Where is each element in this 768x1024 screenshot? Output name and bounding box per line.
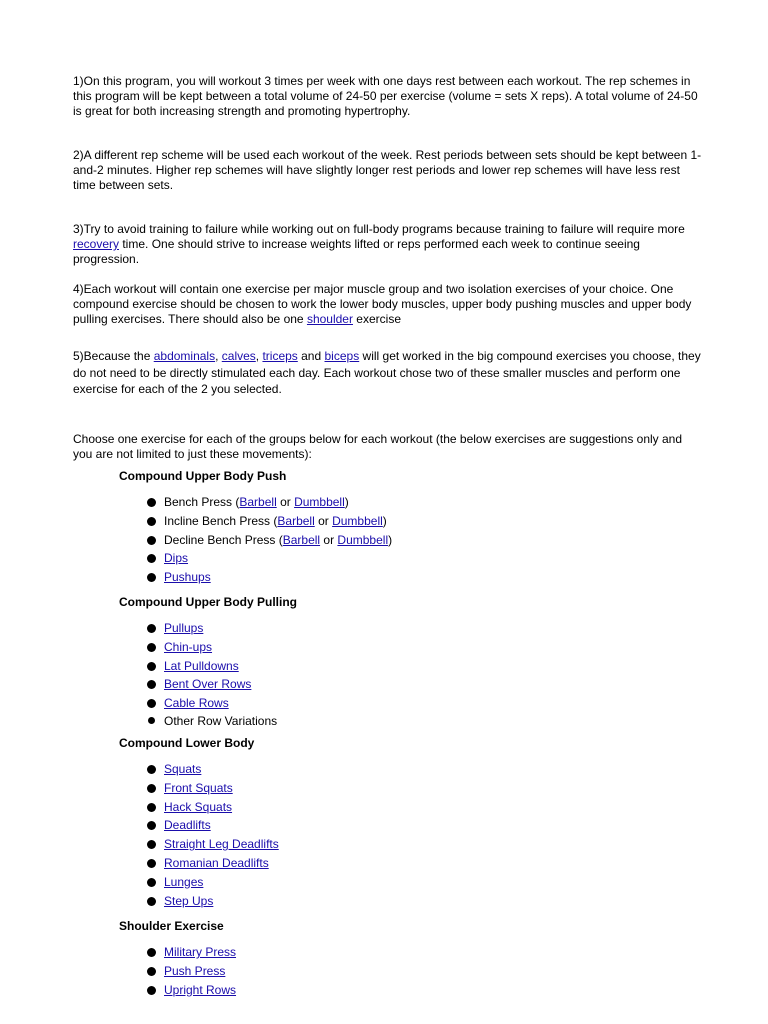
paragraph-5-text-b: will get worked in the big compound exercises you choose, they do not need to be directly stimulated each day. Each workout chose two of these smaller muscles and perform one exercise for each of the 2 you selected. bbox=[73, 349, 701, 396]
list-item-incline-bench-press bbox=[147, 512, 392, 531]
triceps-link[interactable]: triceps bbox=[262, 349, 298, 363]
push-press-link[interactable]: Push Press bbox=[164, 963, 226, 978]
upright-rows-link[interactable]: Upright Rows bbox=[164, 982, 237, 997]
bullet-icon bbox=[147, 878, 156, 887]
shoulder-list bbox=[147, 943, 236, 999]
lower-heading: Compound Lower Body bbox=[119, 736, 255, 750]
pull-heading: Compound Upper Body Pulling bbox=[119, 595, 297, 609]
abdominals-link[interactable]: abdominals bbox=[153, 349, 216, 363]
bullet-icon bbox=[148, 717, 155, 724]
bent-over-rows-link[interactable]: Bent Over Rows bbox=[164, 677, 252, 692]
deadlifts-link[interactable]: Deadlifts bbox=[164, 818, 211, 833]
paragraph-5-text-a: 5)Because the bbox=[73, 349, 154, 363]
paragraph-2-text: 2)A different rep scheme will be used each workout of the week. Rest periods between sets should be kept between 1-and-2 minutes. Higher rep schemes will have slightly longer rest periods and lower rep schemes will have less rest time between sets. bbox=[73, 148, 702, 192]
shoulder-heading: Shoulder Exercise bbox=[119, 919, 224, 933]
paragraph-5-separator-3: and bbox=[297, 349, 325, 363]
push-heading: Compound Upper Body Push bbox=[119, 469, 287, 483]
bullet-icon bbox=[147, 948, 156, 957]
lat-pulldowns-link[interactable]: Lat Pulldowns bbox=[164, 658, 239, 673]
recovery-link[interactable]: recovery bbox=[73, 237, 120, 251]
list-item-dips bbox=[147, 549, 392, 568]
pushups-link[interactable]: Pushups bbox=[164, 570, 211, 585]
paragraph-4-text-a: 4)Each workout will contain one exercise per major muscle group and two isolation exercises of your choice. One compound exercise should be chosen to work the lower body muscles, upper body pushing muscles and upper body pulling exercises. There should also be one bbox=[73, 282, 692, 326]
intro-text: Choose one exercise for each of the groups below for each workout (the below exercises are suggestions only and you are not limited to just these movements): bbox=[73, 432, 683, 461]
decline-bench-label: Decline Bench Press ( bbox=[164, 532, 283, 547]
dips-link[interactable]: Dips bbox=[164, 551, 189, 566]
bullet-icon bbox=[147, 784, 156, 793]
pull-list bbox=[147, 619, 277, 729]
bullet-icon bbox=[147, 536, 156, 545]
paragraph-4 bbox=[73, 282, 703, 327]
calves-link[interactable]: calves bbox=[221, 349, 256, 363]
list-item-bench-press bbox=[147, 493, 392, 512]
bullet-icon bbox=[147, 840, 156, 849]
incline-close: ) bbox=[382, 513, 387, 528]
bench-close: ) bbox=[344, 495, 349, 509]
bullet-icon bbox=[147, 967, 156, 976]
paragraph-1 bbox=[73, 74, 703, 119]
bullet-icon bbox=[147, 821, 156, 830]
lunges-link[interactable]: Lunges bbox=[164, 874, 204, 889]
list-item bbox=[147, 619, 277, 638]
bullet-icon bbox=[147, 897, 156, 906]
incline-dumbbell-link[interactable]: Dumbbell bbox=[332, 513, 383, 528]
bullet-icon bbox=[147, 680, 156, 689]
hack-squats-link[interactable]: Hack Squats bbox=[164, 799, 233, 814]
paragraph-5-separator-1: , bbox=[215, 349, 222, 363]
incline-bench-label: Incline Bench Press ( bbox=[164, 513, 278, 528]
list-item bbox=[147, 962, 236, 981]
biceps-link[interactable]: biceps bbox=[324, 349, 360, 363]
pullups-link[interactable]: Pullups bbox=[164, 621, 204, 635]
list-item bbox=[147, 760, 279, 779]
list-item bbox=[147, 892, 279, 911]
bullet-icon bbox=[147, 498, 156, 507]
list-item bbox=[147, 713, 277, 729]
list-item bbox=[147, 816, 279, 835]
list-item bbox=[147, 981, 236, 1000]
list-item bbox=[147, 798, 279, 817]
step-ups-link[interactable]: Step Ups bbox=[164, 893, 214, 908]
bullet-icon bbox=[147, 859, 156, 868]
intro-paragraph bbox=[73, 432, 703, 462]
bullet-icon bbox=[147, 554, 156, 563]
decline-barbell-link[interactable]: Barbell bbox=[282, 532, 321, 547]
lower-list bbox=[147, 760, 279, 910]
cable-rows-link[interactable]: Cable Rows bbox=[164, 696, 229, 711]
incline-barbell-link[interactable]: Barbell bbox=[277, 513, 315, 528]
paragraph-2 bbox=[73, 148, 703, 193]
front-squats-link[interactable]: Front Squats bbox=[164, 780, 233, 795]
list-item bbox=[147, 638, 277, 657]
list-item bbox=[147, 694, 277, 713]
military-press-link[interactable]: Military Press bbox=[164, 945, 237, 959]
list-item bbox=[147, 835, 279, 854]
list-item bbox=[147, 779, 279, 798]
incline-or: or bbox=[314, 513, 333, 528]
bullet-icon bbox=[147, 986, 156, 995]
paragraph-1-text: 1)On this program, you will workout 3 times per week with one days rest between each workout. The rep schemes in this program will be kept between a total volume of 24-50 per exercise (volume = sets X reps). A total volume of 24-50 is great for both increasing strength and promoting hypertrophy. bbox=[73, 74, 698, 118]
list-item bbox=[147, 854, 279, 873]
shoulder-link[interactable]: shoulder bbox=[306, 312, 353, 326]
paragraph-3-text-b: time. One should strive to increase weights lifted or reps performed each week to continue seeing progression. bbox=[73, 237, 640, 266]
bench-dumbbell-link[interactable]: Dumbbell bbox=[294, 495, 345, 509]
bench-barbell-link[interactable]: Barbell bbox=[239, 495, 277, 509]
bench-press-label: Bench Press ( bbox=[164, 495, 240, 509]
chin-ups-link[interactable]: Chin-ups bbox=[164, 639, 213, 654]
list-item bbox=[147, 873, 279, 892]
bullet-icon bbox=[147, 624, 156, 633]
decline-dumbbell-link[interactable]: Dumbbell bbox=[337, 532, 389, 547]
paragraph-5 bbox=[73, 348, 703, 398]
decline-or: or bbox=[320, 532, 338, 547]
list-item bbox=[147, 675, 277, 694]
list-item-decline-bench-press bbox=[147, 531, 392, 550]
bullet-icon bbox=[147, 803, 156, 812]
paragraph-3-text-a: 3)Try to avoid training to failure while working out on full-body programs because training to failure will require more bbox=[73, 222, 685, 236]
romanian-deadlifts-link[interactable]: Romanian Deadlifts bbox=[164, 855, 269, 870]
paragraph-3 bbox=[73, 222, 703, 267]
list-item-pushups bbox=[147, 568, 392, 587]
squats-link[interactable]: Squats bbox=[164, 762, 202, 776]
decline-close: ) bbox=[388, 532, 393, 547]
bench-or: or bbox=[276, 495, 295, 509]
list-item bbox=[147, 943, 236, 962]
bullet-icon bbox=[147, 517, 156, 526]
bullet-icon bbox=[147, 765, 156, 774]
bullet-icon bbox=[147, 573, 156, 582]
paragraph-4-text-b: exercise bbox=[352, 312, 401, 326]
other-row-variations-label: Other Row Variations bbox=[164, 713, 278, 728]
straight-leg-deadlifts-link[interactable]: Straight Leg Deadlifts bbox=[164, 837, 279, 852]
bullet-icon bbox=[147, 643, 156, 652]
push-list bbox=[147, 493, 392, 587]
list-item bbox=[147, 657, 277, 676]
paragraph-5-separator-2: , bbox=[255, 349, 263, 363]
bullet-icon bbox=[147, 699, 156, 708]
bullet-icon bbox=[147, 662, 156, 671]
